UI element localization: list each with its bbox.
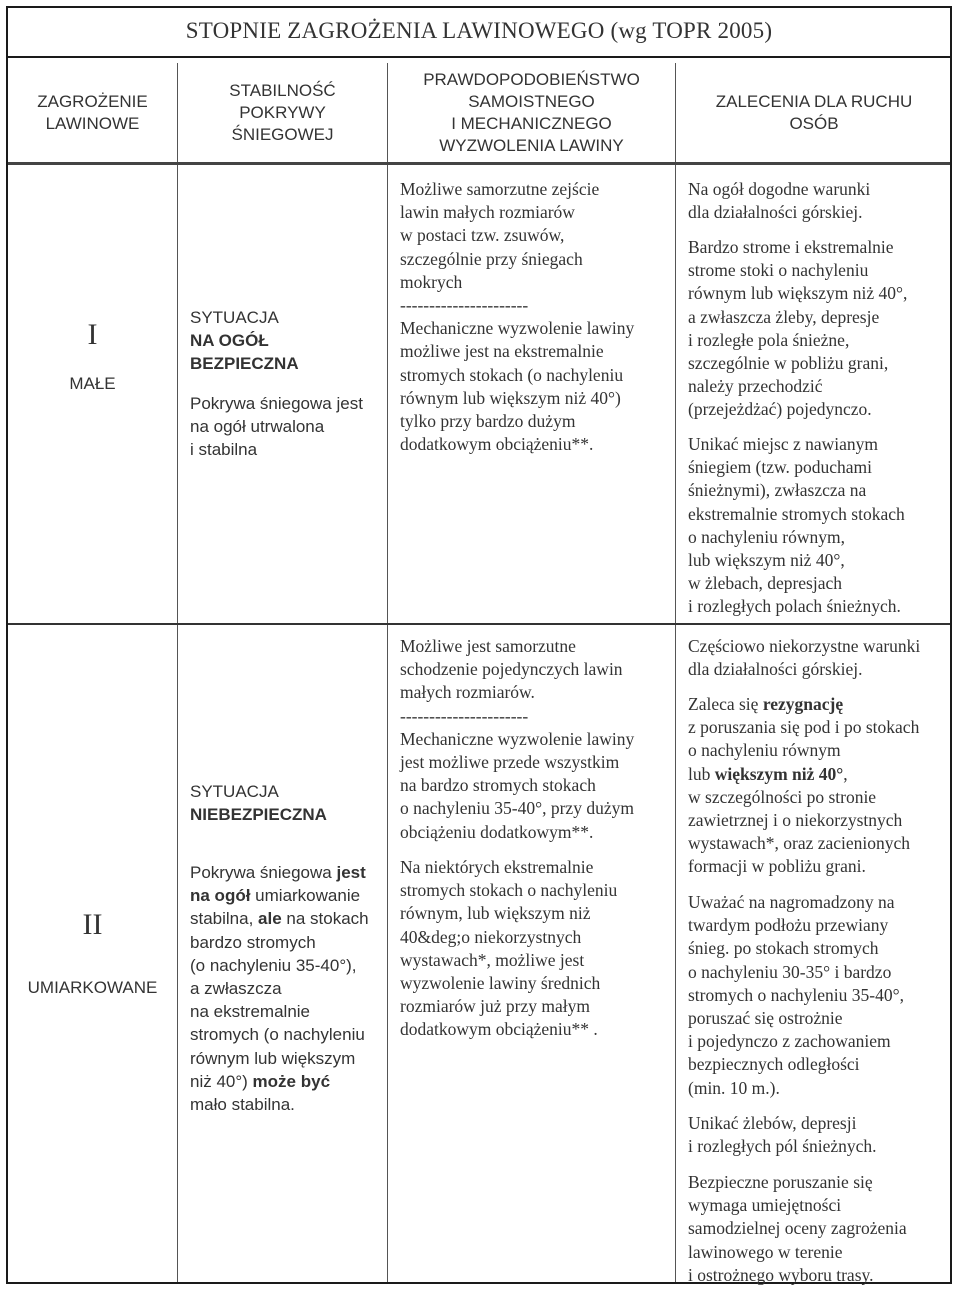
level-roman-numeral: I	[87, 318, 98, 351]
avalanche-danger-table	[6, 6, 952, 1284]
header-release-probability	[388, 63, 675, 163]
header-label: PRAWDOPODOBIEŃSTWO SAMOISTNEGO I MECHANICZNEGO WYZWOLENIA LAWINY	[423, 70, 640, 155]
text: na ekstremalnie	[190, 1002, 311, 1022]
text-line	[688, 739, 919, 762]
recommendation-paragraph: Unikać miejsc z nawianym śniegiem (tzw. poduchami śnieżnymi), zwłaszcza na ekstremalnie stromych stokach o nachyleniu równym, lub większym niż 40°, w żlebach, depresjach i rozległych polach śnieżnych.	[688, 434, 905, 617]
stability-description	[190, 861, 369, 1116]
text-line	[688, 716, 919, 739]
text-line	[688, 855, 919, 878]
text: w szczególności po stronie	[688, 786, 877, 807]
bold-text: rezygnację	[762, 694, 844, 714]
header-recommendations	[676, 63, 952, 163]
text-line	[190, 931, 369, 954]
level-roman-numeral: II	[82, 908, 103, 941]
column-divider	[675, 63, 676, 1282]
recommendation-paragraph: Bardzo strome i ekstremalnie strome stoki o nachyleniu równym lub większym niż 40°, a zwłaszcza żleby, depresje i rozległe pola śnieżne, szczególnie w pobliżu grani, należy przechodzić (przejeżdżać) pojedynczo.	[688, 237, 908, 420]
stability-description: Pokrywa śniegowa jest na ogół utrwalona i stabilna	[190, 394, 363, 460]
recommendation-paragraph: Unikać żlebów, depresji i rozległych pól śnieżnych.	[688, 1113, 877, 1157]
text-line	[190, 1093, 369, 1116]
text-line	[190, 861, 369, 884]
table-title: STOPNIE ZAGROŻENIA LAWINOWEGO (wg TOPR 2005)	[185, 18, 773, 43]
text: formacji w pobliżu grani.	[688, 856, 866, 877]
probability-description: Możliwe jest samorzutne schodzenie pojedynczych lawin małych rozmiarów. ---------------------- Mechaniczne wyzwolenie lawiny jest możliwe przede wszystkim na bardzo stromych stokach o nachyleniu 35-40°, przy dużym obciążeniu dodatkowym**.	[400, 636, 635, 842]
header-label: ZAGROŻENIE LAWINOWE	[37, 92, 148, 133]
text: równym lub większym	[190, 1048, 356, 1068]
header-snow-stability	[178, 63, 387, 163]
text: stabilna,	[190, 909, 259, 929]
text: stromych (o nachyleniu	[190, 1025, 365, 1045]
probability-description: Na niektórych ekstremalnie stromych stokach o nachyleniu równym, lub większym niż 40&deg;o niekorzystnych wystawach*, możliwe jest wyzwolenie lawiny średnich rozmiarów już przy małym dodatkowym obciążeniu** .	[400, 857, 618, 1040]
text: (o nachyleniu 35-40°),	[190, 955, 357, 975]
text: lub	[688, 763, 715, 784]
recommendation-paragraph: Bezpieczne poruszanie się wymaga umiejętności samodzielnej oceny zagrożenia lawinowego w terenie i ostrożnego wyboru trasy.	[688, 1172, 907, 1285]
text-line	[190, 884, 369, 907]
text: Pokrywa śniegowa	[190, 863, 337, 882]
text-line	[688, 693, 919, 716]
stability-situation-status: NIEBEZPIECZNA	[190, 805, 327, 824]
stability-situation-label: SYTUACJA	[190, 308, 279, 327]
text: o nachyleniu równym	[688, 740, 841, 761]
text: umiarkowanie	[250, 886, 361, 906]
text: a zwłaszcza	[190, 979, 282, 999]
bold-text: ale	[258, 909, 282, 929]
text-line	[688, 763, 919, 786]
text: mało stabilna.	[190, 1095, 295, 1115]
text: Zaleca się	[688, 694, 763, 714]
stability-situation-status: NA OGÓŁ BEZPIECZNA	[190, 331, 299, 374]
recommendation-paragraph: Częściowo niekorzystne warunki dla działalności górskiej.	[688, 636, 921, 680]
recommendation-paragraph: Na ogół dogodne warunki dla działalności górskiej.	[688, 179, 871, 223]
title-divider	[8, 56, 950, 58]
text-line	[190, 954, 369, 977]
header-threat-level	[8, 63, 177, 163]
text: wystawach*, oraz zacienionych	[688, 833, 911, 854]
header-label: STABILNOŚĆ POKRYWY ŚNIEGOWEJ	[229, 81, 336, 144]
level-name: UMIARKOWANE	[27, 978, 158, 997]
recommendation-paragraph: Uważać na nagromadzony na twardym podłożu przewiany śnieg. po stokach stromych o nachyleniu 30-35° i bardzo stromych o nachyleniu 35-40°, poruszać się ostrożnie i pojedynczo z zachowaniem bezpiecznych odległości (min. 10 m.).	[688, 892, 904, 1098]
text: niż 40°)	[190, 1071, 253, 1091]
probability-description: Możliwe samorzutne zejście lawin małych rozmiarów w postaci tzw. zsuwów, szczególnie przy śniegach mokrych ---------------------- Mechaniczne wyzwolenie lawiny możliwe jest na ekstremalnie stromych stokach (o nachyleniu równym lub większym niż 40°) tylko przy bardzo dużym dodatkowym obciążeniu**.	[400, 179, 635, 455]
bold-text: większym niż 40°	[714, 763, 844, 784]
text: zawietrznej i o niekorzystnych	[688, 810, 903, 831]
text: bardzo stromych	[190, 932, 316, 952]
text-line	[190, 1023, 369, 1046]
text-line	[688, 809, 919, 832]
text: na stokach	[281, 909, 369, 929]
stability-situation-label: SYTUACJA	[190, 782, 279, 801]
text-line	[190, 1047, 369, 1070]
column-divider	[177, 63, 178, 1282]
header-divider	[8, 162, 950, 165]
bold-text: na ogół	[190, 886, 251, 906]
level-name: MAŁE	[69, 374, 116, 393]
bold-text: może być	[252, 1071, 331, 1091]
text-line	[190, 1070, 369, 1093]
text-line	[190, 1000, 369, 1023]
recommendation-paragraph	[688, 693, 919, 879]
header-label: ZALECENIA DLA RUCHU OSÓB	[715, 92, 913, 133]
text: z poruszania się pod i po stokach	[688, 717, 920, 738]
column-divider	[387, 63, 388, 1282]
text-line	[190, 977, 369, 1000]
text-line	[190, 907, 369, 930]
bold-text: jest	[336, 863, 366, 882]
text: ,	[843, 763, 848, 784]
text-line	[688, 786, 919, 809]
text-line	[688, 832, 919, 855]
row-divider	[8, 623, 950, 625]
